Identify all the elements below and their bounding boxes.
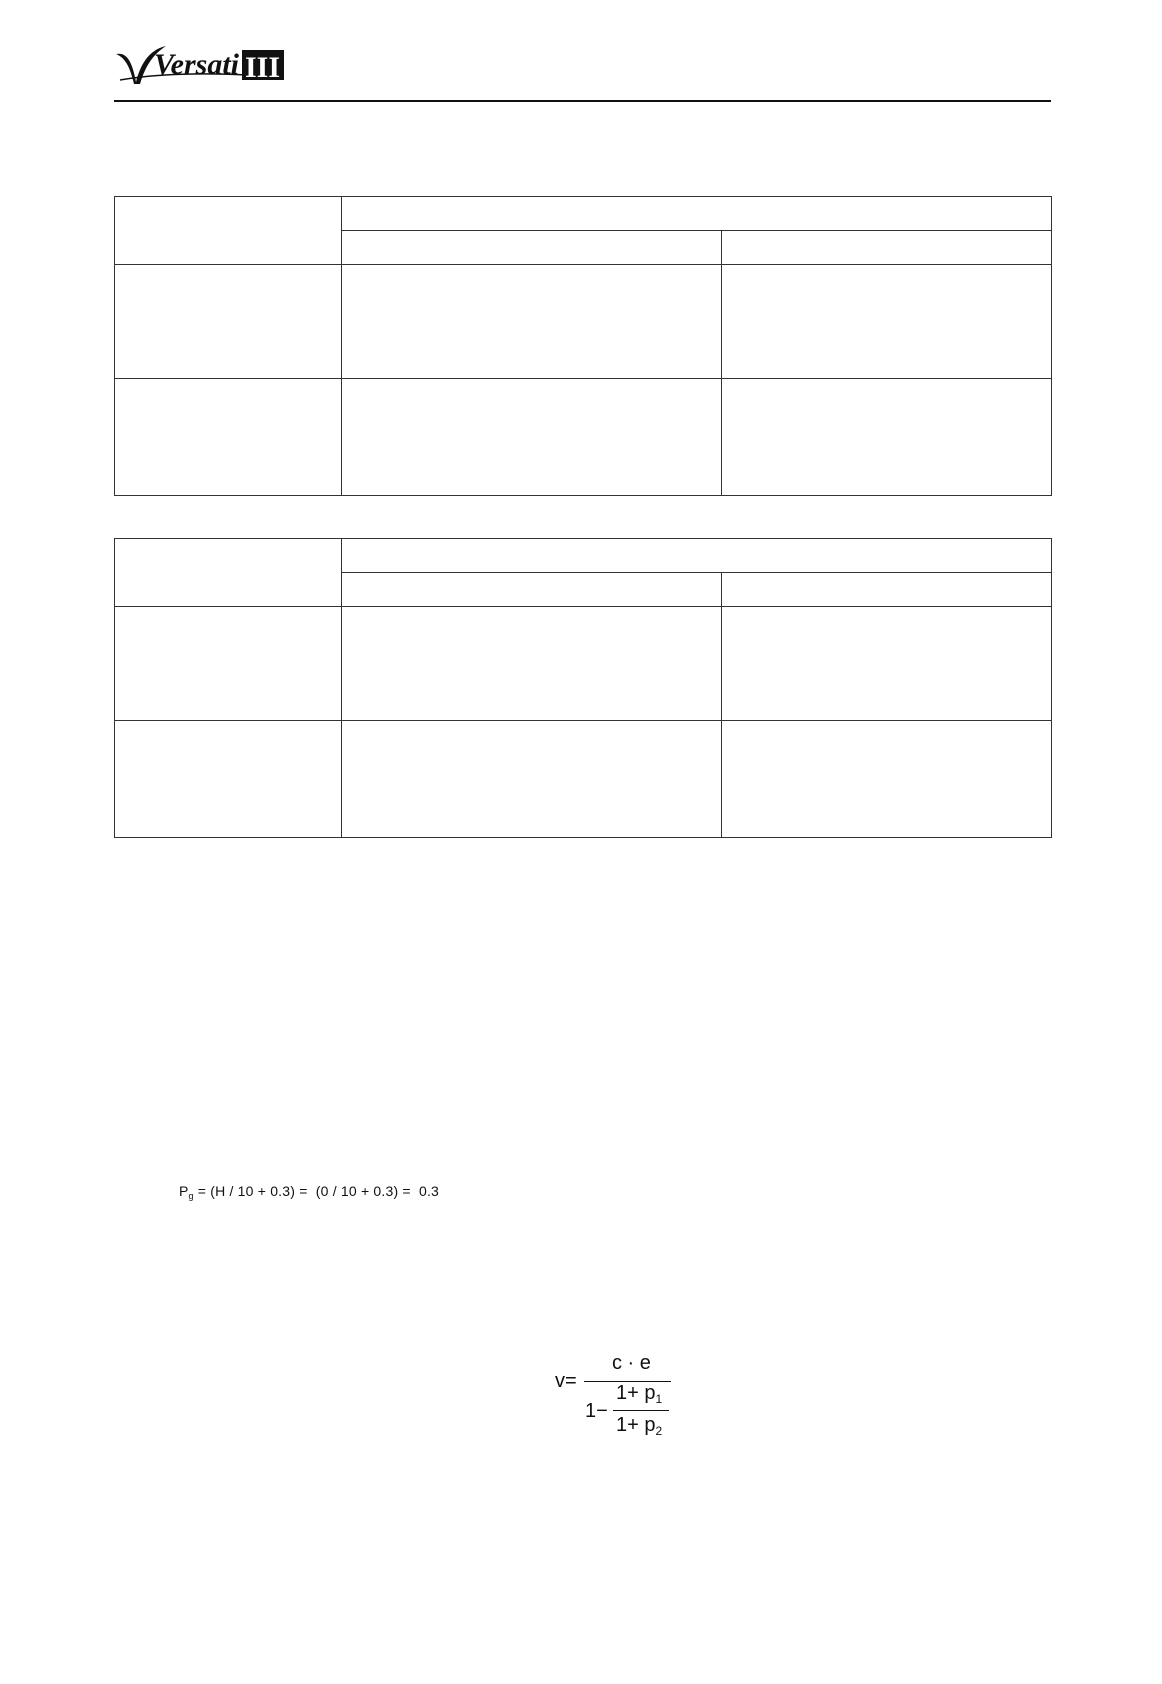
table-2-row-2-cell-1 (342, 721, 721, 838)
table-1-subheader-col-1 (342, 231, 721, 265)
formula-p-symbol: P (179, 1183, 189, 1199)
table-2-header-label (115, 539, 342, 607)
formula-p-subscript: g (188, 1191, 194, 1201)
formula-volume (555, 1352, 685, 1452)
table-2-header-group (342, 539, 1052, 573)
spec-table-1 (114, 196, 1052, 496)
formula-inner-fraction-bar (613, 1410, 669, 1411)
table-2-row-2-cell-2 (721, 721, 1051, 838)
header-rule (114, 100, 1051, 102)
formula-inner-denominator: $1+ p_2$ (616, 1414, 663, 1438)
versati-iii-logo (114, 40, 289, 88)
table-1-row-1-cell-1 (342, 265, 721, 379)
formula-gas-pressure (179, 1183, 439, 1201)
table-1-row-2-label (115, 379, 342, 496)
formula-v-lhs: v= (555, 1370, 577, 1392)
table-1-header-label (115, 197, 342, 265)
formula-expression: = (H / 10 + 0.3) = (0 / 10 + 0.3) = 0.3 (197, 1183, 440, 1199)
table-2-subheader-col-2 (721, 573, 1051, 607)
table-1-row-2-cell-1 (342, 379, 721, 496)
table-1-header-group (342, 197, 1052, 231)
table-1-row-2-cell-2 (721, 379, 1051, 496)
logo-series: III (245, 51, 281, 84)
table-2-row-2-label (115, 721, 342, 838)
table-2-subheader-col-1 (342, 573, 721, 607)
table-2-row-1-cell-2 (721, 607, 1051, 721)
table-2-row-1-label (115, 607, 342, 721)
formula-numerator: c · e (612, 1352, 651, 1374)
table-2-row-1-cell-1 (342, 607, 721, 721)
table-1-row-1-label (115, 265, 342, 379)
table-1-subheader-col-2 (721, 231, 1051, 265)
spec-table-2 (114, 538, 1052, 838)
formula-denominator-prefix: 1− (585, 1400, 608, 1422)
logo-wordmark: Versati (154, 48, 240, 81)
formula-inner-numerator: $1+ p_1$ (616, 1382, 663, 1406)
table-1-row-1-cell-2 (721, 265, 1051, 379)
